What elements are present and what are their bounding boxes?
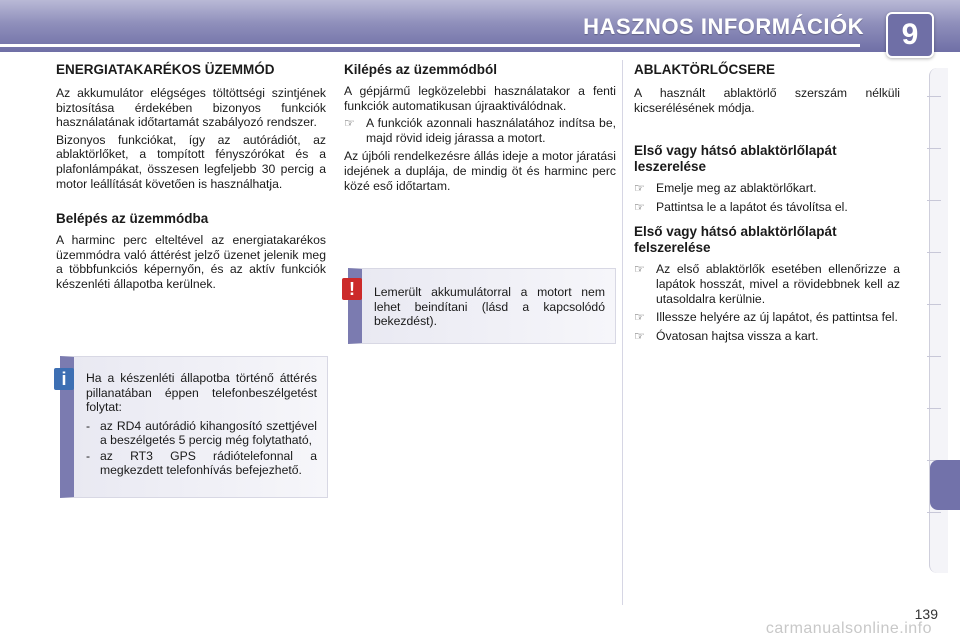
- paragraph: Az akkumulátor elégséges töltöttségi szintjének biztosítása érdekében bizonyos funkciók használatának időtartamát szabályozó rendszer.: [56, 86, 326, 130]
- subheading-remove-blade: Első vagy hátsó ablaktörlőlapát leszerelése: [634, 143, 837, 175]
- list-item: [634, 310, 900, 325]
- paragraph: A gépjármű legközelebbi használatakor a fenti funkciók automatikusan újraaktiválódnak.: [344, 84, 616, 113]
- pointing-hand-icon: ☞: [344, 116, 355, 131]
- list-item-text: Emelje meg az ablaktörlőkart.: [656, 181, 817, 196]
- tab-divider: [927, 356, 941, 357]
- tab-divider: [927, 512, 941, 513]
- pointing-hand-icon: ☞: [634, 181, 645, 196]
- subheading-enter-mode: Belépés az üzemmódba: [56, 211, 209, 227]
- tab-divider: [927, 252, 941, 253]
- list-item: [344, 116, 616, 145]
- list-item-text: az RT3 GPS rádiótelefonnal a megkezdett telefonhívás befejezhető.: [100, 449, 317, 478]
- section-heading-wiper: ABLAKTÖRLŐCSERE: [634, 62, 775, 77]
- tab-divider: [927, 304, 941, 305]
- dash-marker: -: [86, 418, 91, 433]
- header-rule: [0, 44, 860, 47]
- page-number: 139: [914, 606, 938, 622]
- chapter-badge[interactable]: 9: [886, 12, 934, 58]
- section-heading-energy-saving: ENERGIATAKARÉKOS ÜZEMMÓD: [56, 62, 275, 77]
- pointing-hand-icon: ☞: [634, 199, 645, 214]
- list-item-text: A funkciók azonnali használatához indítsa be, majd rövid ideig járassa a motort.: [366, 116, 616, 145]
- paragraph: Bizonyos funkciókat, így az autórádiót, az ablaktörlőket, a tompított fényszórókat és a plafonlámpákat, összesen legfeljebb 30 percig a motor leállítását követően is használhatja.: [56, 132, 326, 191]
- column-wiper-replacement: [634, 62, 900, 347]
- list-item-text: Óvatosan hajtsa vissza a kart.: [656, 328, 819, 343]
- tab-divider: [927, 96, 941, 97]
- info-icon: i: [54, 368, 74, 390]
- list-item-text: az RD4 autórádió kihangosító szettjével a beszélgetés 5 percig még folytatható,: [100, 418, 317, 447]
- warning-note-box: [348, 268, 616, 344]
- list-item: [634, 181, 900, 196]
- warning-note-text: Lemerült akkumulátorral a motort nem lehet beindítani (lásd a kapcsolódó bekezdést).: [374, 285, 605, 329]
- watermark: carmanualsonline.info: [765, 620, 932, 637]
- list-item: [634, 262, 900, 306]
- list-item-text: Pattintsa le a lapátot és távolítsa el.: [656, 199, 848, 214]
- info-note-text: Ha a készenléti állapotba történő áttérés pillanatában éppen telefonbeszélgetést folytat:: [86, 371, 317, 415]
- subheading-install-blade: Első vagy hátsó ablaktörlőlapát felszerelése: [634, 224, 837, 256]
- list-item-text: Az első ablaktörlők esetében ellenőrizze a lapátok hosszát, mivel a rövidebbnek kell az utasoldalra kerülnie.: [656, 262, 900, 306]
- list-item: [86, 449, 317, 477]
- pointing-hand-icon: ☞: [634, 310, 645, 325]
- warning-icon: !: [342, 278, 362, 300]
- pointing-hand-icon: ☞: [634, 328, 645, 343]
- paragraph: A használt ablaktörlő szerszám nélküli kicserélésének módja.: [634, 86, 900, 115]
- active-chapter-tab[interactable]: [930, 460, 960, 510]
- list-item: [634, 329, 900, 344]
- column-energy-saving: [56, 62, 326, 295]
- column-exit-mode: [344, 62, 616, 196]
- pointing-hand-icon: ☞: [634, 262, 645, 277]
- list-item-text: Illessze helyére az új lapátot, és pattintsa fel.: [656, 310, 898, 325]
- tab-divider: [927, 200, 941, 201]
- dash-marker: -: [86, 449, 91, 464]
- tab-divider: [927, 148, 941, 149]
- page-title: HASZNOS INFORMÁCIÓK: [583, 14, 864, 39]
- paragraph: Az újbóli rendelkezésre állás ideje a motor járatási idejének a duplája, de mindig öt és harminc perc közé eső időtartam.: [344, 149, 616, 193]
- column-divider: [622, 60, 623, 605]
- list-item: [86, 419, 317, 447]
- tab-divider: [927, 408, 941, 409]
- subheading-exit-mode: Kilépés az üzemmódból: [344, 62, 498, 77]
- paragraph: A harminc perc elteltével az energiatakarékos üzemmódra való áttérést jelző üzenet jelenik meg a többfunkciós képernyőn, és az aktív funkciók készenléti állapotba kerülnek.: [56, 233, 326, 291]
- info-note-box: [60, 356, 328, 498]
- list-item: [634, 200, 900, 215]
